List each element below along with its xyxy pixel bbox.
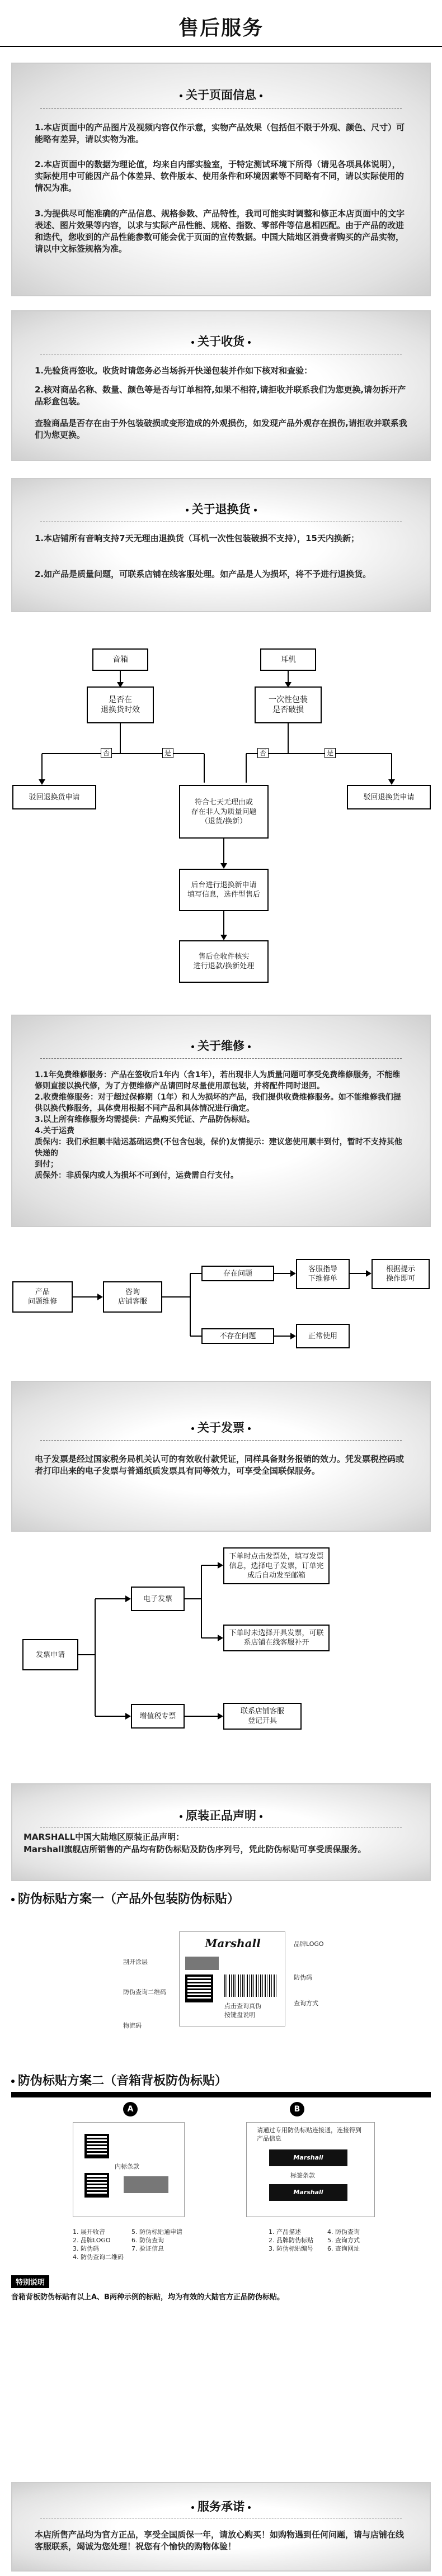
genuine-panel [11, 1783, 431, 1881]
scratch-area [124, 2176, 168, 2193]
returns-panel [11, 478, 431, 612]
qr-icon [185, 1974, 213, 2002]
scheme2-bar [11, 2092, 431, 2097]
divider [40, 1440, 402, 1441]
scheme1-title-text: 防伪标贴方案一（产品外包装防伪标贴） [18, 1892, 240, 1906]
page-title: 售后服务 [178, 17, 264, 40]
receipt-panel [11, 310, 431, 461]
tag-yes-left: 是 [162, 748, 173, 758]
repair-line: 到付； [35, 1160, 58, 1169]
qr-icon [84, 2173, 109, 2198]
returns-p2: 2.如产品是质量问题，可联系店铺在线客服处理。如产品是人为损坏，将不予进行退换货。 [35, 569, 372, 579]
flow-reject-left: 驳回退换货申请 [12, 785, 96, 809]
scheme2-b-items: 1. 产品描述 2. 品牌防伪标贴 3. 防伪标贴编号 [269, 2228, 313, 2252]
receipt-title: 关于收货 [12, 333, 430, 349]
flow-headphone: 耳机 [260, 648, 316, 671]
invoice-vat: 增值税专票 [131, 1704, 185, 1729]
receipt-p2: 2.核对商品名称、数量、颜色等是否与订单相符,如果不相符,请拒收并联系我们为您更换,请勿拆开产品彩盒包装。 [35, 385, 406, 406]
promise-title: 服务承诺 [12, 2498, 430, 2515]
brand-badge: Marshall [269, 2184, 347, 2201]
page-info-p1: 1.本店页面中的产品图片及视频内容仅作示意，实物产品效果（包括但不限于外观、颜色、尺寸）可能略有差异，请以实物为准。 [35, 122, 405, 144]
scheme1-card [179, 1931, 285, 2026]
invoice-e1: 下单时点击发票处，填写发票信息，选择电子发票，订单完成后自动发至邮箱 [223, 1547, 330, 1584]
special-text: 音箱背板防伪标贴有以上A、B两种示例的标贴，均为有效的大陆官方正品防伪标贴。 [11, 2293, 284, 2302]
invoice-p1: 电子发票是经过国家税务局机关认可的有效收付款凭证，同样具备财务报销的效力。凭发票税控码或者打印出来的电子发票与普通纸质发票具有同等效力，可享受全国联保服务。 [35, 1454, 405, 1476]
genuine-p1: MARSHALL中国大陆地区原装正品声明： [23, 1832, 185, 1842]
repair-has-issue: 存在问题 [201, 1266, 274, 1281]
returns-title: 关于退换货 [12, 500, 430, 517]
scheme2-title [11, 2071, 227, 2089]
flow-speaker: 音箱 [92, 648, 148, 671]
scheme1-figure [123, 1915, 358, 2049]
divider [40, 108, 402, 109]
b-text: 请通过专用防伪标贴连接通，连接得到产品信息 [257, 2127, 361, 2142]
qr-icon [84, 2134, 109, 2158]
scheme2-a-items2: 5. 防伪标贴通申请 6. 防伪查询 7. 验证信息 [131, 2228, 182, 2252]
repair-normal: 正常使用 [296, 1324, 350, 1348]
invoice-title: 关于发票 [12, 1419, 430, 1436]
repair-list [35, 1069, 407, 1181]
tag-no-right: 否 [257, 748, 269, 758]
tag-no-left: 否 [101, 748, 112, 758]
scheme1-title [11, 1890, 239, 1907]
special-tag: 特别说明 [11, 2275, 49, 2288]
invoice-e2: 下单时未选择开具发票，可联系店铺在线客服补开 [223, 1625, 330, 1651]
repair-no-issue: 不存在问题 [201, 1328, 274, 1344]
receipt-p3: 查验商品是否存在由于外包装破损或变形造成的外观损伤，如发现产品外观存在损伤,请拒收并联系我们为您更换。 [35, 418, 407, 440]
repair-line: 质保内：我们承担顺丰陆运基础运费(不包含包装，保价)友情提示：建议您使用顺丰到付，暂时不支持其他快递的 [35, 1138, 402, 1158]
promise-p1: 本店所售产品均为官方正品，享受全国质保一年，请放心购买！如购物遇到任何问题，请与店铺在线客服联系，竭诚为您处理！祝您有个愉快的购物体验！ [35, 2530, 405, 2551]
page-info-title: 关于页面信息 [12, 86, 430, 103]
genuine-title: 原装正品声明 [12, 1807, 430, 1824]
scheme2-b-items2: 4. 防伪查询 5. 查询方式 6. 查询网址 [327, 2228, 360, 2252]
repair-line: 2.收费维修服务：对于超过保修期（1年）和人为损坏的产品，我们提供收费维修服务。如不能维修我们提供以换代修服务，具体费用根据不同产品和具体情况进行确定。 [35, 1093, 401, 1113]
repair-panel [11, 1015, 431, 1227]
genuine-p2: Marshall旗舰店所销售的产品均有防伪标贴及防伪序列号，凭此防伪标贴可享受质保服务。 [23, 1844, 366, 1854]
scratch-area [185, 1957, 219, 1970]
repair-line: 1.1年免费维修服务：产品在签收后1年内（含1年），若出现非人为质量问题可享受免费维修服务，不能维修则直接以换代修，为了方便维修产品请回时尽量使用原包装，并将配件同时退回。 [35, 1071, 401, 1091]
label-sn: 查询方式 [294, 2000, 318, 2007]
repair-guide: 客服指导 下维修单 [296, 1259, 350, 1289]
invoice-panel [11, 1381, 431, 1532]
barcode-icon [224, 1974, 278, 1997]
flow-q-headphone: 一次性包装 是否破损 [255, 686, 322, 723]
flow-check: 符合七天无理由或 存在非人为质量问题 （退货/换新） [179, 785, 269, 839]
card-a-label: 内标条款 [115, 2163, 139, 2170]
flow-reject-right: 驳回退换货申请 [347, 785, 431, 809]
scheme2-card-b [246, 2122, 375, 2217]
page-info-p3: 3.为提供尽可能准确的产品信息、规格参数、产品特性，我司可能实时调整和修正本店页面中的文字表述、图片效果等内容，以求与实际产品性能、规格、指数、零部件等信息相匹配。由于产品的改进和迭代，您收到的产品性能参数可能会优于页面的宣传数据。中国大陆地区消费者购买的产品实物，请以中文标签规格为准。 [35, 209, 405, 254]
scheme2-a-items: 1. 展开收音 2. 品牌LOGO 3. 防伪码 4. 防伪查询二维码 [73, 2228, 124, 2261]
scheme2-badge-b: B [290, 2102, 304, 2116]
flow-q-speaker: 是否在 退换货时效 [87, 686, 154, 723]
receipt-p1: 1.先验货再签收。收货时请您务必当场拆开快递包装并作如下核对和查验： [35, 366, 313, 376]
scheme2-card-a [73, 2122, 185, 2217]
scheme2-badge-a: A [123, 2102, 138, 2116]
repair-title: 关于维修 [12, 1037, 430, 1054]
page-info-p2: 2.本店页面中的数据为理论值，均来自内部实验室，于特定测试环境下所得（请见各项具体说明），实际使用中可能因产品个体差异、软件版本、使用条件和环境因素等不同略有不同，请以实际使用的情况为准。 [35, 159, 405, 193]
tag-yes-right: 是 [325, 748, 336, 758]
label-barcode: 防伪码 [294, 1974, 312, 1981]
repair-product: 产品 问题维修 [12, 1281, 73, 1313]
promise-panel [11, 2482, 431, 2572]
card-b-label: 标签条款 [290, 2172, 315, 2179]
returns-p1: 1.本店铺所有音响支持7天无理由退换货（耳机一次性包装破损不支持），15天内换新； [35, 533, 359, 543]
hint1: 点击查询真伪 [224, 2002, 261, 2010]
title-divider [0, 46, 442, 47]
hint2: 按键盘说明 [224, 2011, 255, 2019]
repair-consult: 咨询 店铺客服 [103, 1281, 162, 1313]
repair-line: 质保外：非质保内或人为损坏不可到付，运费需自行支付。 [35, 1171, 238, 1180]
brand-logo: Marshall [205, 1936, 261, 1950]
invoice-electronic: 电子发票 [131, 1587, 185, 1611]
repair-ship: 根据提示 操作即可 [372, 1259, 430, 1289]
label-web: 物流码 [123, 2022, 142, 2029]
divider [40, 1058, 402, 1059]
label-logo: 品牌LOGO [294, 1940, 324, 1948]
repair-line: 4.关于运费 [35, 1126, 75, 1135]
brand-badge: Marshall [269, 2149, 347, 2166]
repair-line: 3.以上所有维修服务均需提供：产品购买凭证、产品防伪标贴。 [35, 1115, 255, 1124]
flow-apply: 后台进行退换新申请 填写信息，选件型售后 [179, 869, 269, 911]
invoice-v1: 联系店铺客服 登记开具 [223, 1703, 302, 1730]
page-info-panel [11, 63, 431, 296]
invoice-apply: 发票申请 [22, 1639, 78, 1670]
flow-confirm: 售后仓收件核实 进行退款/换新处理 [179, 940, 269, 983]
label-qr: 防伪查询二维码 [123, 1988, 166, 1996]
label-scratch: 刮开涂层 [123, 1958, 148, 1966]
scheme2-title-text: 防伪标贴方案二（音箱背板防伪标贴） [18, 2074, 228, 2088]
